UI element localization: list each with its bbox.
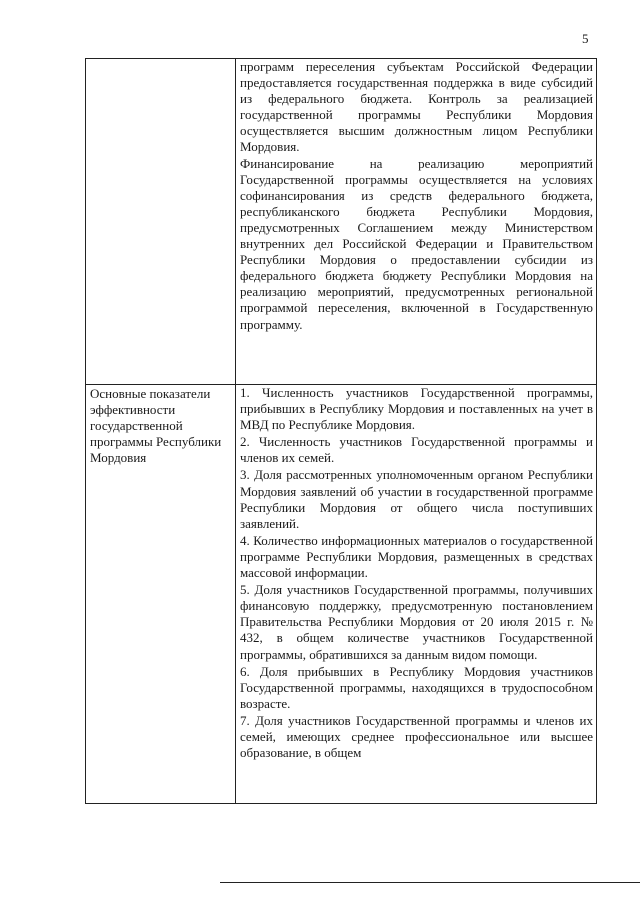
paragraph: программ переселения субъектам Российской Федерации предоставляется государственная поддержка в виде субсидий из федерального бюджета. Контроль за реализацией государственной программы Республики Мордовия осуществляется высшим должностным лицом Республики Мордовия. (240, 59, 593, 155)
table-row (86, 385, 597, 804)
indicator-item: 7. Доля участников Государственной программы и членов их семей, имеющих среднее профессиональное или высшее образование, в общем (240, 712, 593, 761)
indicator-item: 2. Численность участников Государственной программы и членов их семей. (240, 434, 593, 466)
paragraph: Финансирование на реализацию мероприятий Государственной программы осуществляется на условиях софинансирования из средств федерального бюджета, республиканского бюджета Республики Мордовия, предусмотренных Соглашением между Министерством внутренних дел Российской Федерации и Правительством Республики Мордовия о предоставлении субсидии из федерального бюджета бюджету Республики Мордовия на реализацию мероприятий, предусмотренных региональной программой переселения, включенной в Государственную программу. (240, 155, 593, 332)
row-label-cell (86, 385, 236, 804)
table-row (86, 59, 597, 385)
indicator-item: 3. Доля рассмотренных уполномоченным органом Республики Мордовия заявлений об участии в государственной программе Республики Мордовия от общего числа поступивших заявлений. (240, 467, 593, 531)
row-label-cell (86, 59, 236, 385)
row-content-cell (236, 59, 597, 385)
indicator-item: 1. Численность участников Государственной программы, прибывших в Республику Мордовия и поставленных на учет в МВД по Республике Мордовия. (240, 385, 593, 433)
indicator-item: 4. Количество информационных материалов о государственной программе Республики Мордовия, размещенных в средствах массовой информации. (240, 532, 593, 581)
indicators-label: Основные показатели эффективности государственной программы Республики Мордовия (90, 386, 222, 466)
page-number: 5 (582, 31, 589, 46)
program-passport-table (85, 58, 597, 804)
indicator-item: 6. Доля прибывших в Республику Мордовия участников Государственной программы, находящихся в трудоспособном возрасте. (240, 663, 593, 711)
row-content-cell (236, 385, 597, 804)
footer-divider (220, 882, 640, 883)
indicator-item: 5. Доля участников Государственной программы, получивших финансовую поддержку, предусмотренную постановлением Правительства Республики Мордовия от 20 июля 2015 г. № 432, в общем количестве участников Государственной программы, обратившихся за данным видом помощи. (240, 582, 593, 662)
